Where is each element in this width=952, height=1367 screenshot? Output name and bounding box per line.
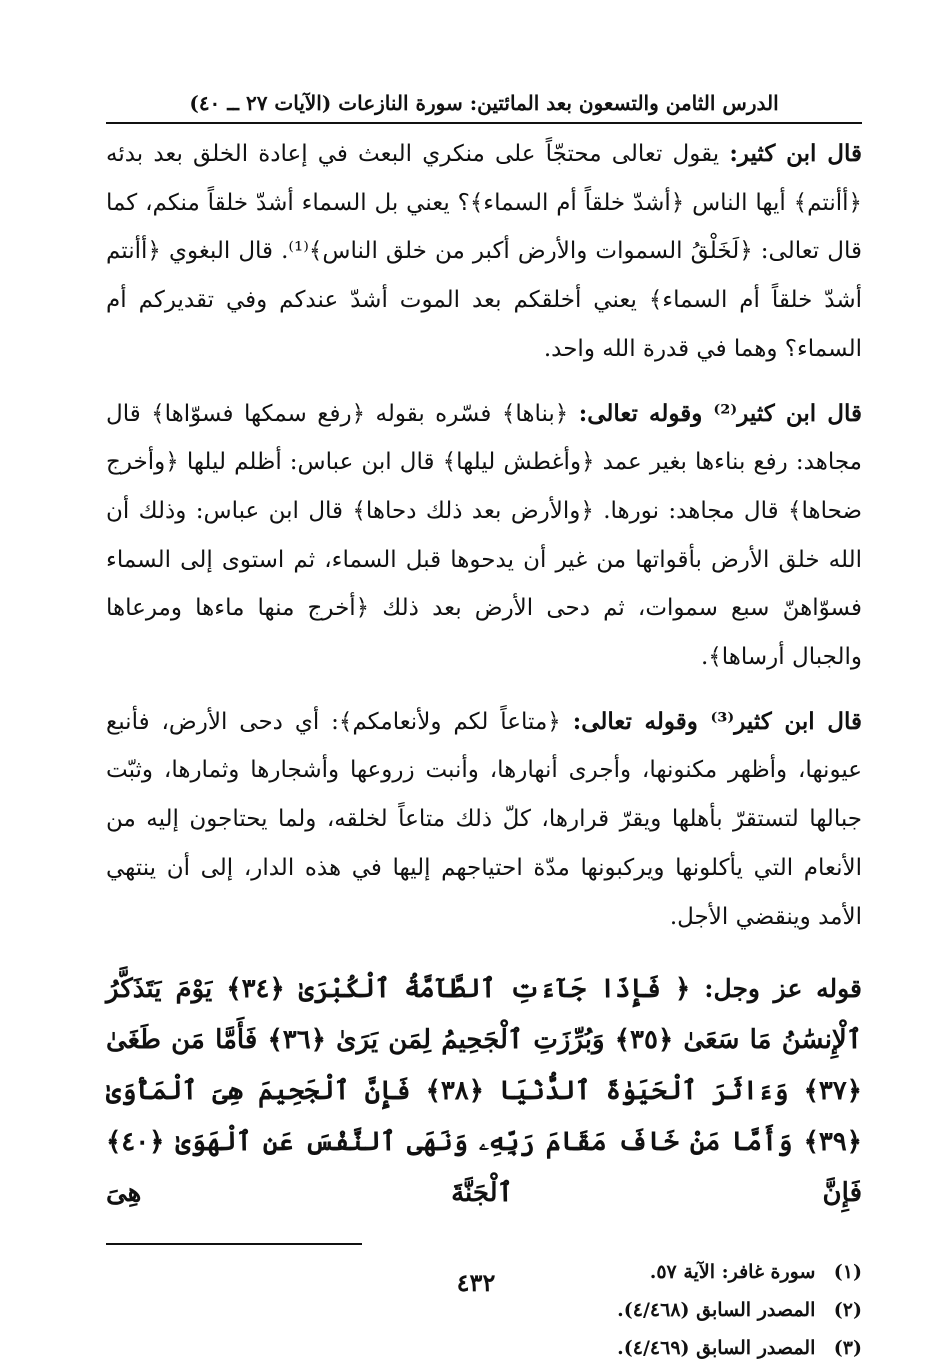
- footnote-3: [106, 1329, 862, 1367]
- paragraph-1-text: يقول تعالى محتجّاً على منكري البعث في إعادة الخلق بعد بدئه ﴿أأنتم﴾ أيها الناس ﴿أشدّ خلقاً أم السماء﴾؟ يعني بل السماء أشدّ خلقاً منكم، كما قال تعالى: ﴿لَخَلْقُ السموات والأرض أكبر من خلق الناس﴾⁽¹⁾. قال البغوي ﴿أأنتم أشدّ خلقاً أم السماء﴾ يعني أخلقكم بعد الموت أشدّ عندكم وفي تقديركم أم السماء؟ وهما في قدرة الله واحد.: [106, 141, 862, 362]
- paragraph-1: [106, 130, 862, 374]
- quran-text: ﴿ فَإِذَا جَآءَتِ ٱلطَّآمَّةُ ٱلْكُبْرَىٰ ﴿٣٤﴾ يَوْمَ يَتَذَكَّرُ ٱلْإِنسَٰنُ مَا سَعَىٰ ﴿٣٥﴾ وَبُرِّزَتِ ٱلْجَحِيمُ لِمَن يَرَىٰ ﴿٣٦﴾ فَأَمَّا مَن طَغَىٰ ﴿٣٧﴾ وَءَاثَرَ ٱلْحَيَوٰةَ ٱلدُّنْيَا ﴿٣٨﴾ فَإِنَّ ٱلْجَحِيمَ هِىَ ٱلْمَأْوَىٰ ﴿٣٩﴾ وَأَمَّا مَنْ خَافَ مَقَامَ رَبِّهِۦ وَنَهَى ٱلنَّفْسَ عَنِ ٱلْهَوَىٰ ﴿٤٠﴾ فَإِنَّ ٱلْجَنَّةَ هِىَ: [106, 974, 862, 1209]
- footnote-1-number: (١): [833, 1261, 862, 1284]
- paragraph-1-lead: قال ابن كثير:: [729, 140, 862, 167]
- paragraph-2-lead: قال ابن كثير⁽²⁾ وقوله تعالى:: [578, 399, 862, 427]
- page-number: ٤٣٢: [456, 1268, 496, 1297]
- quran-lead: قوله عز وجل:: [704, 974, 862, 1004]
- quran-verses: [106, 963, 862, 1219]
- footnote-3-text: المصدر السابق (٤/٤٦٩).: [617, 1337, 816, 1360]
- footnote-2-number: (٢): [833, 1299, 862, 1322]
- page: [106, 90, 862, 1367]
- footnote-1-text: سورة غافر: الآية ٥٧.: [649, 1261, 816, 1284]
- running-header: الدرس الثامن والتسعون بعد المائتين: سورة النازعات (الآيات ٢٧ ــ ٤٠): [106, 90, 862, 124]
- paragraph-3-text: ﴿متاعاً لكم ولأنعامكم﴾: أي دحى الأرض، فأنبع عيونها، وأظهر مكنونها، وأجرى أنهارها، وأنبت زروعها وأشجارها وثمارها، وثبّت جبالها لتستقرّ بأهلها ويقرّ قرارها، كلّ ذلك متاعاً لخلقه، ولما يحتاجون إليه من الأنعام التي يأكلونها ويركبونها مدّة احتياجهم إليها في هذه الدار، إلى أن ينتهي الأمد وينقضي الأجل.: [106, 708, 862, 930]
- paragraph-3-lead: قال ابن كثير⁽³⁾ وقوله تعالى:: [572, 707, 862, 735]
- footnote-3-number: (٣): [833, 1337, 862, 1360]
- footnote-separator: [106, 1243, 362, 1245]
- body-text: [106, 130, 862, 1219]
- paragraph-2: [106, 390, 862, 682]
- footnote-2-text: المصدر السابق (٤/٤٦٨).: [617, 1299, 816, 1322]
- paragraph-3: [106, 698, 862, 942]
- paragraph-2-text: ﴿بناها﴾ فسّره بقوله ﴿رفع سمكها فسوّاها﴾ قال مجاهد: رفع بناءها بغير عمد ﴿وأغطش ليلها﴾ قال ابن عباس: أظلم ليلها ﴿وأخرج ضحاها﴾ قال مجاهد: نورها. ﴿والأرض بعد ذلك دحاها﴾ قال ابن عباس: وذلك أن الله خلق الأرض بأقواتها من غير أن يدحوها قبل السماء، ثم استوى إلى السماء فسوّاهنّ سبع سموات، ثم دحى الأرض بعد ذلك ﴿أخرج منها ماءها ومرعاها والجبال أرساها﴾.: [106, 400, 862, 671]
